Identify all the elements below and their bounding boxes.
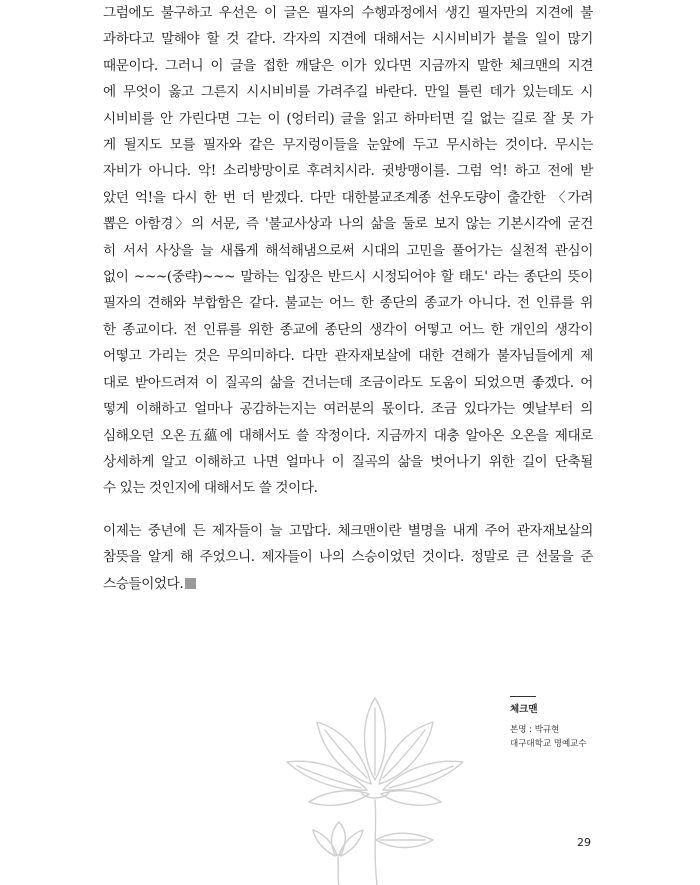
text-line: 그럼에도 불구하고 우선은 이 글은 필자의 수행과정에서 생긴 필자만의 지견에 불	[103, 5, 593, 21]
page-number: 29	[577, 836, 591, 849]
text-line: 에 무엇이 옳고 그른지 시시비비를 가려주길 바란다. 만일 틀린 데가 있는데도 시	[103, 84, 593, 101]
text-line: 대로 받아드려져 이 질곡의 삶을 건너는데 조금이라도 도움이 되었으면 좋겠다. 어	[103, 374, 593, 391]
text-line: 뽑은 아함경〉의 서문, 즉 '불교사상과 나의 삶을 둘로 보지 않는 기본시각에 굳건	[103, 216, 593, 233]
text-line: 한 종교이다. 전 인류를 위한 종교에 종단의 생각이 어떻고 어느 한 개인의 생각이	[103, 321, 593, 338]
final-line-text: 스승들이었다.	[103, 575, 184, 592]
text-line: 어떻고 가리는 것은 무의미하다. 다만 관자재보살에 대한 견해가 불자님들에게 제	[103, 348, 593, 365]
text-line: 게 될지도 모를 필자와 같은 무지렁이들을 눈앞에 두고 무시하는 것이다. 무시는	[103, 137, 593, 154]
text-line: 필자의 견해와 부합함은 같다. 불교는 어느 한 종단의 종교가 아니다. 전 인류를 위	[103, 295, 593, 312]
text-line: 과하다고 말해야 할 것 같다. 각자의 지견에 대해서는 시시비비가 붙을 일이 많기	[103, 31, 593, 48]
text-line: 자비가 아니다. 악! 소리방망이로 후려치시라. 귓방맹이를. 그럼 억! 하고 전에 받	[103, 163, 593, 180]
lotus-flower-illustration	[265, 680, 485, 885]
body-paragraph-2	[103, 518, 593, 597]
body-paragraph-1	[103, 0, 593, 502]
text-line: 떻게 이해하고 얼마나 공감하는지는 여러분의 몫이다. 조금 있다가는 옛날부터 의	[103, 401, 593, 418]
text-line: 참뜻을 알게 해 주었으니. 제자들이 나의 스승이었던 것이다. 정말로 큰 선물을 준	[103, 549, 593, 566]
text-line: 이제는 중년에 든 제자들이 늘 고맙다. 체크맨이란 별명을 내게 주어 관자재보살의	[103, 523, 593, 539]
author-affiliation: 대구대학교 명예교수	[510, 739, 587, 749]
text-line: 상세하게 알고 이해하고 나면 얼마나 이 질곡의 삶을 벗어나기 위한 길이 단축될	[103, 453, 593, 470]
text-line: 았던 억!을 다시 한 번 더 받겠다. 다만 대한불교조계종 선우도량이 출간한 〈가려	[103, 189, 593, 206]
text-line-final	[103, 571, 593, 597]
text-line: 없이 ~~~(중략)~~~ 말하는 입장은 반드시 시정되어야 할 태도' 라는 종단의 뜻이	[103, 269, 593, 286]
author-info	[510, 696, 587, 751]
text-line: 때문이다. 그러니 이 글을 접한 깨달은 이가 있다면 지금까지 말한 체크맨의 지견	[103, 57, 593, 74]
text-line: 시비비를 안 가린다면 그는 이 (엉터리) 글을 읽고 하마터면 길 없는 길로 잘 못 가	[103, 110, 593, 127]
text-line: 심해오던 오온五蘊에 대해서도 쓸 작정이다. 지금까지 대충 알아온 오온을 제대로	[103, 427, 593, 444]
text-line: 수 있는 것인지에 대해서도 쓸 것이다.	[103, 480, 318, 497]
square-end-mark-icon	[185, 578, 196, 589]
text-line: 히 서서 사상을 늘 새롭게 해석해냄으로써 시대의 고민을 풀어가는 실천적 관심이	[103, 242, 593, 259]
author-divider	[510, 696, 536, 697]
author-real-name: 본명 : 박규현	[510, 725, 560, 735]
author-pen-name: 체크맨	[510, 704, 538, 715]
